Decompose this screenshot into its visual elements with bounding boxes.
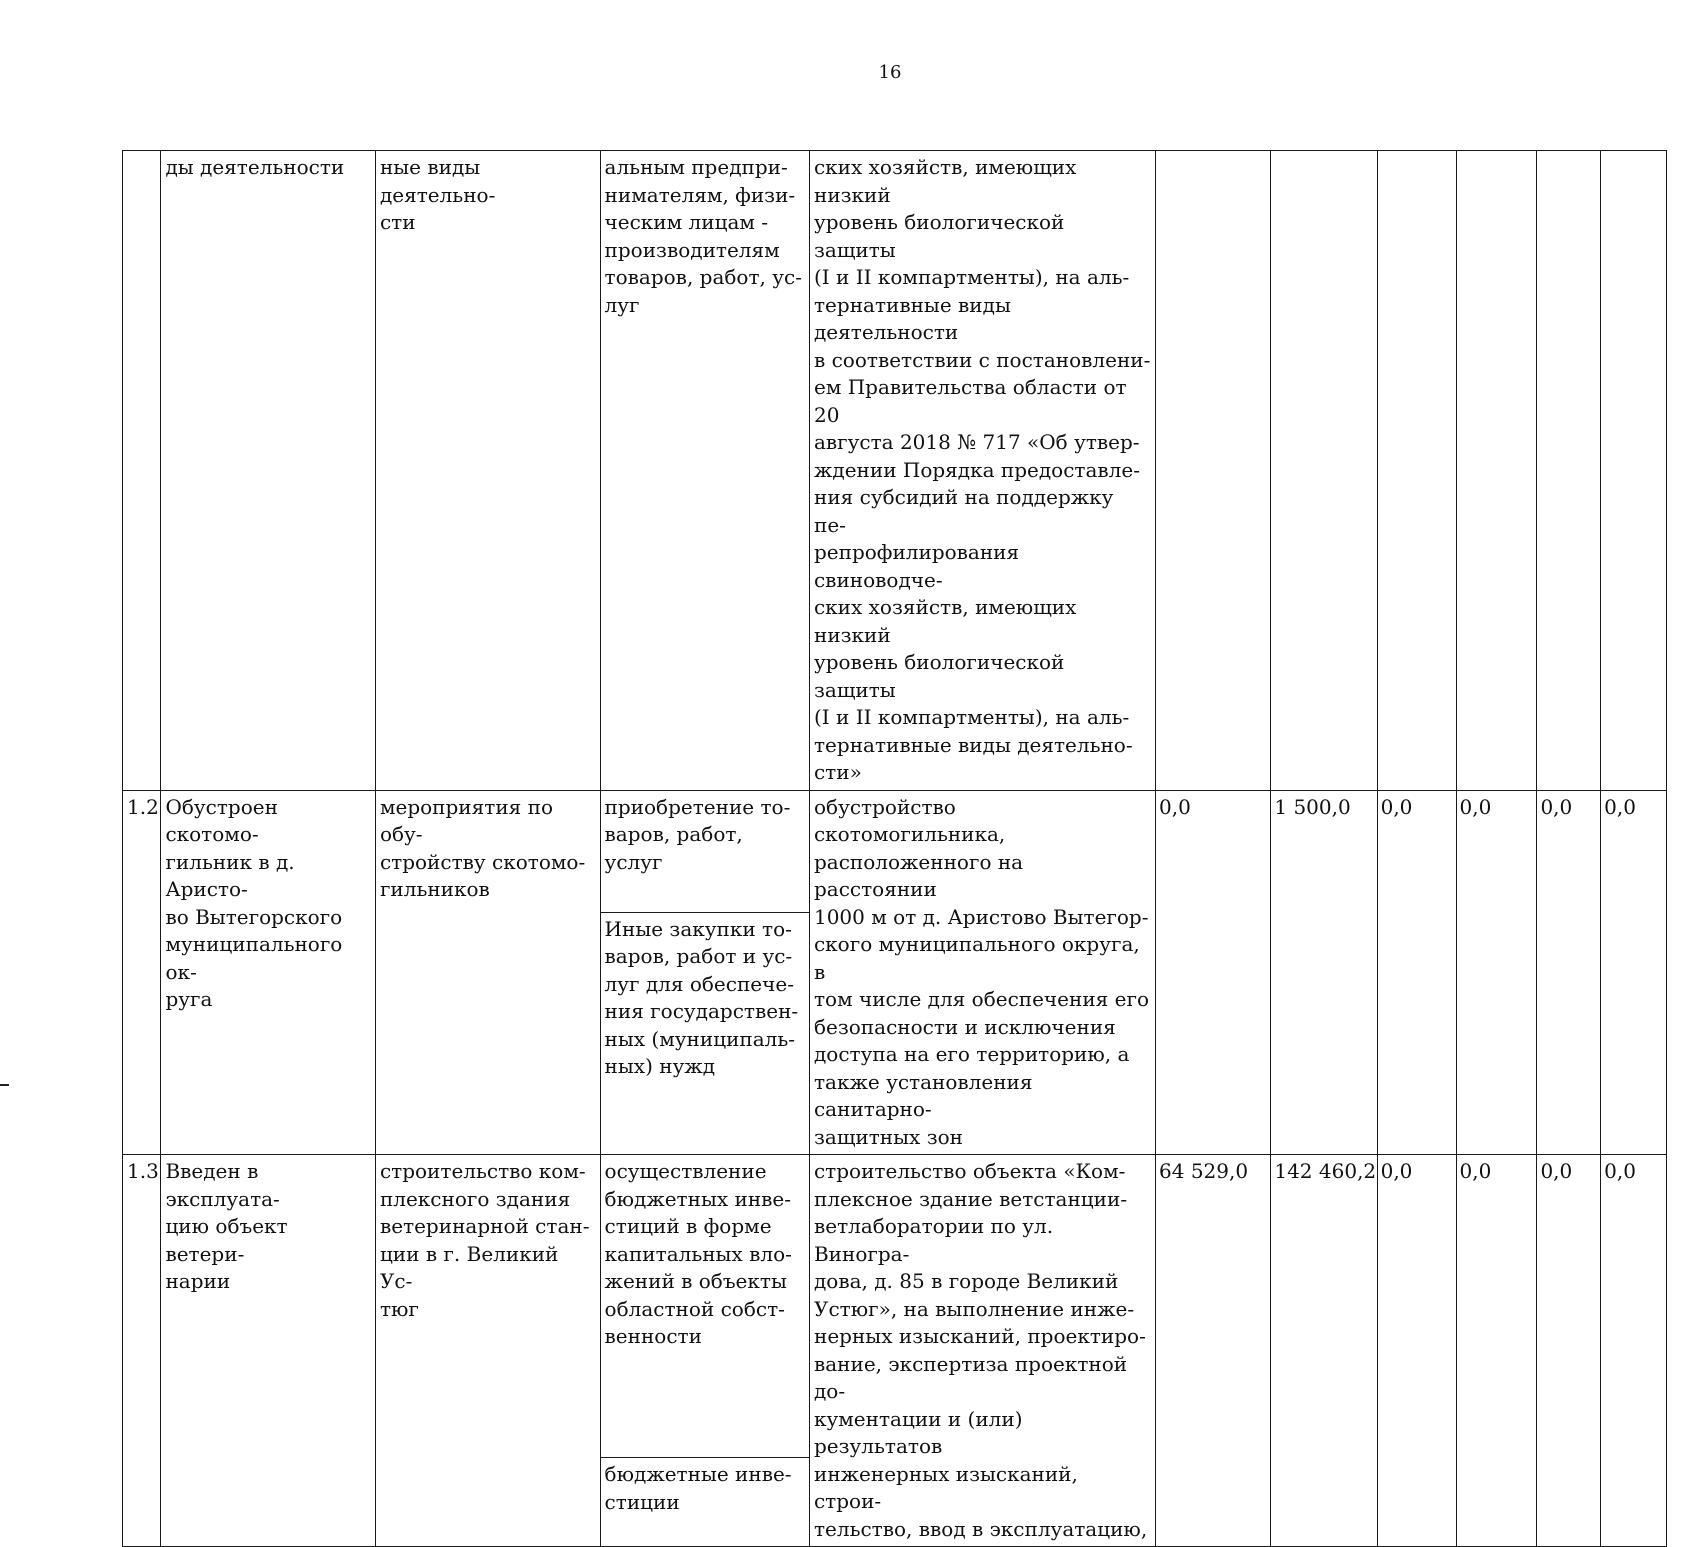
activity-cell: ные виды деятельно- сти: [375, 151, 600, 791]
value-cell: [1537, 151, 1601, 791]
value-cell: 1 500,0: [1271, 790, 1377, 1155]
table-row: [123, 151, 1667, 791]
description-cell: строительство объекта «Ком- плексное здание ветстанции- ветлаборатории по ул. Виногра- дова, д. 85 в городе Великий Устюг», на выполнение инже- нерных изысканий, проектиро- вание, экспертиза проектной до- кументации и (или) результатов инженерных изысканий, строи- тельство, ввод в эксплуатацию,: [809, 1155, 1155, 1547]
expense-type-cell: приобретение то- варов, работ, услуг: [600, 790, 809, 912]
expense-type-cell: бюджетные инве- стиции: [600, 1458, 809, 1547]
table-row: [123, 790, 1667, 912]
expense-type-cell: Иные закупки то- варов, работ и ус- луг для обеспече- ния государствен- ных (муниципаль- ных) нужд: [600, 912, 809, 1154]
value-cell: 0,0: [1456, 1155, 1537, 1547]
value-cell: [1456, 151, 1537, 791]
activity-cell: строительство ком- плексного здания ветеринарной стан- ции в г. Великий Ус- тюг: [375, 1155, 600, 1547]
index-cell: 1.3: [123, 1155, 161, 1547]
page-number: 16: [878, 62, 902, 83]
value-cell: 0,0: [1537, 1155, 1601, 1547]
value-cell: 142 460,2: [1271, 1155, 1377, 1547]
value-cell: 0,0: [1377, 790, 1456, 1155]
value-cell: 0,0: [1601, 790, 1667, 1155]
value-cell: [1601, 151, 1667, 791]
description-cell: ских хозяйств, имеющих низкий уровень биологической защиты (I и II компартменты), на аль- тернативные виды деятельности в соответствии с постановлени- ем Правительства области от 20 августа 2018 № 717 «Об утвер- ждении Порядка предоставле- ния субсидий на поддержку пе- репрофилирования свиноводче- ских хозяйств, имеющих низкий уровень биологической защиты (I и II компартменты), на аль- тернативные виды деятельно- сти»: [809, 151, 1155, 791]
result-cell: Введен в эксплуата- цию объект ветери- нарии: [161, 1155, 376, 1547]
value-cell: 0,0: [1156, 790, 1271, 1155]
description-cell: обустройство скотомогильника, расположенного на расстоянии 1000 м от д. Аристово Вытегор- ского муниципального округа, в том числе для обеспечения его безопасности и исключения доступа на его территорию, а также установления санитарно- защитных зон: [809, 790, 1155, 1155]
value-cell: 64 529,0: [1156, 1155, 1271, 1547]
expense-type-cell: осуществление бюджетных инве- стиций в форме капитальных вло- жений в объекты областной собст- венности: [600, 1155, 809, 1458]
result-cell: Обустроен скотомо- гильник в д. Аристо- во Вытегорского муниципального ок- руга: [161, 790, 376, 1155]
margin-mark: [0, 1084, 9, 1086]
value-cell: [1156, 151, 1271, 791]
activity-cell: мероприятия по обу- стройству скотомо- гильников: [375, 790, 600, 1155]
index-cell: [123, 151, 161, 791]
value-cell: 0,0: [1456, 790, 1537, 1155]
value-cell: 0,0: [1377, 1155, 1456, 1547]
expense-type-cell: альным предпри- нимателям, физи- ческим лицам - производителям товаров, работ, ус- луг: [600, 151, 809, 791]
index-cell: 1.2: [123, 790, 161, 1155]
value-cell: [1377, 151, 1456, 791]
value-cell: [1271, 151, 1377, 791]
value-cell: 0,0: [1537, 790, 1601, 1155]
value-cell: 0,0: [1601, 1155, 1667, 1547]
result-cell: ды деятельности: [161, 151, 376, 791]
budget-table: [122, 150, 1667, 1547]
